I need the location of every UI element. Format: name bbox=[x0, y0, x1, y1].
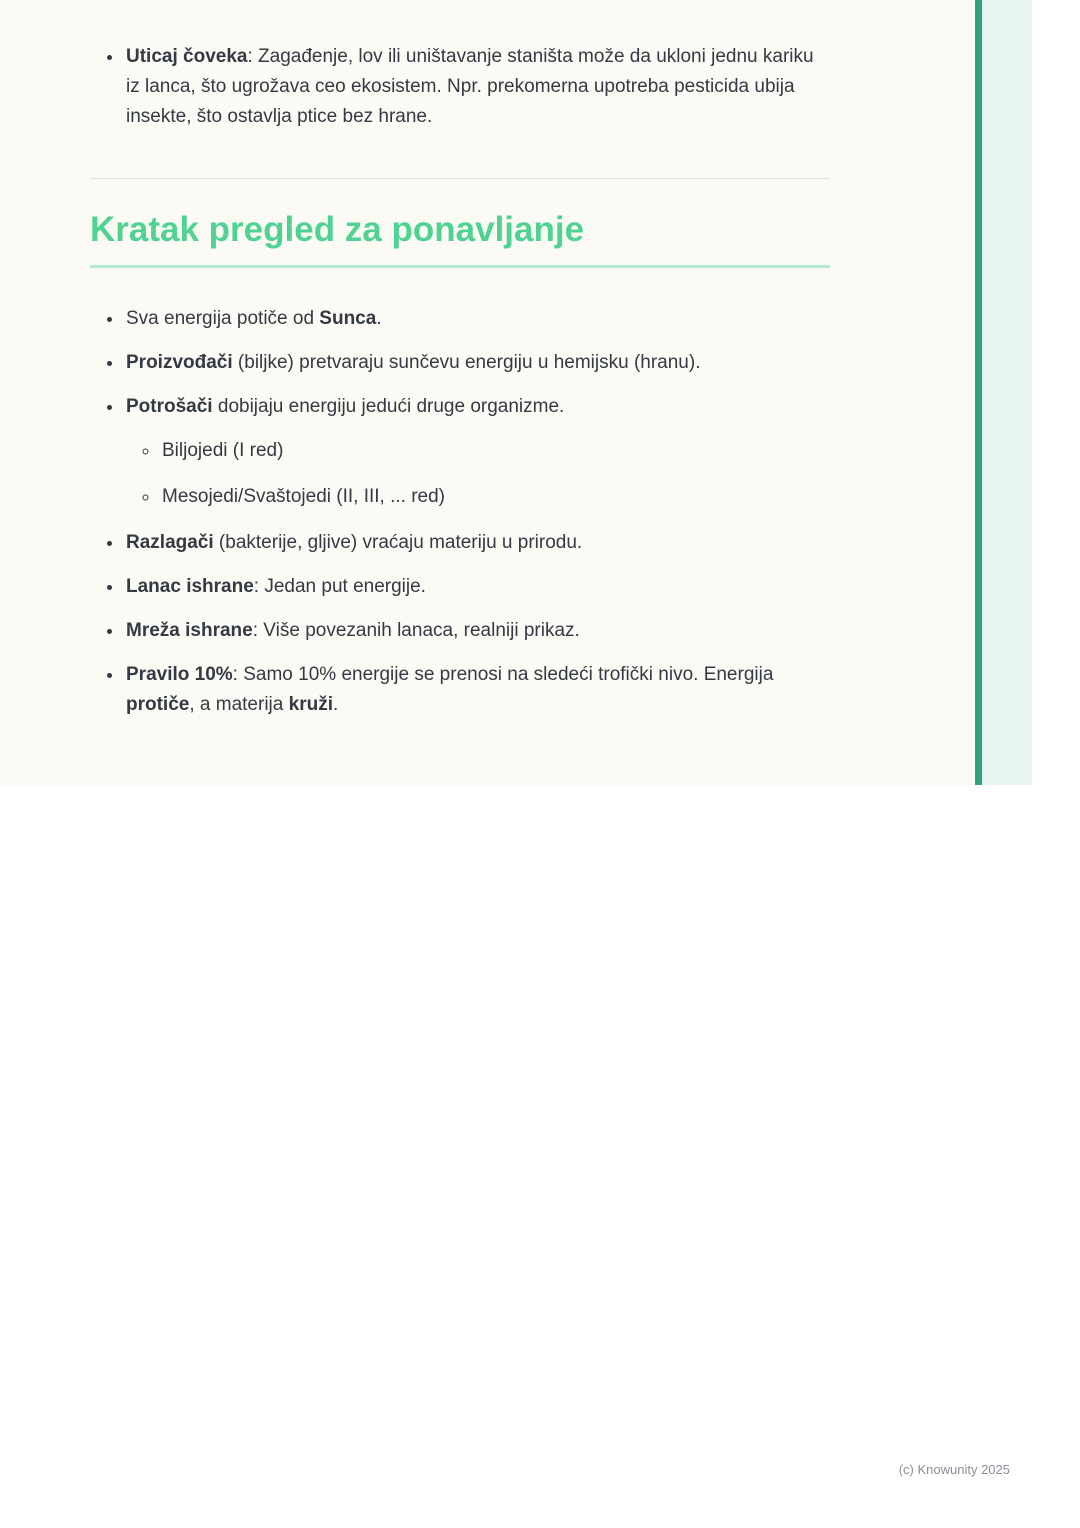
text: dobijaju energiju jedući druge organizme. bbox=[212, 396, 565, 417]
bold-text: kruži bbox=[288, 694, 333, 715]
sub-item bbox=[160, 482, 830, 512]
sub-list bbox=[126, 436, 830, 512]
section-title: Kratak pregled za ponavljanje bbox=[90, 210, 585, 249]
summary-item bbox=[124, 304, 830, 334]
summary-item bbox=[124, 660, 830, 720]
summary-item bbox=[124, 528, 830, 558]
text: Mesojedi/Svaštojedi (II, III, ... red) bbox=[162, 486, 445, 507]
text: (bakterije, gljive) vraćaju materiju u prirodu. bbox=[213, 532, 583, 553]
bold-text: Proizvođači bbox=[126, 352, 233, 373]
summary-list bbox=[90, 304, 830, 720]
summary-item bbox=[124, 572, 830, 602]
summary-item bbox=[124, 392, 830, 512]
bold-text: Potrošači bbox=[126, 396, 213, 417]
section-divider bbox=[90, 178, 830, 179]
notes-card bbox=[0, 0, 975, 785]
bold-text: Lanac ishrane bbox=[126, 576, 254, 597]
intro-bullet bbox=[124, 42, 830, 132]
text: , a materija bbox=[189, 694, 289, 715]
accent-stripe bbox=[975, 0, 982, 785]
text: . bbox=[376, 308, 382, 329]
summary-item bbox=[124, 348, 830, 378]
card-content bbox=[90, 42, 830, 720]
text: Biljojedi (I red) bbox=[162, 440, 284, 461]
bold-text: Pravilo 10% bbox=[126, 664, 233, 685]
intro-list bbox=[90, 42, 830, 132]
text: : Više povezanih lanaca, realniji prikaz. bbox=[252, 620, 580, 641]
text: . bbox=[332, 694, 339, 715]
text: : Zagađenje, lov ili uništavanje staništa može da ukloni jednu kariku iz lanca, što ugrožava ceo ekosistem. Npr. prekomerna upotreba pesticida ubija insekte, što ostavlja ptice bez hrane. bbox=[126, 46, 814, 127]
text: (biljke) pretvaraju sunčevu energiju u hemijsku (hranu). bbox=[232, 352, 701, 373]
page-right-margin bbox=[982, 0, 1032, 785]
bold-text: Razlagači bbox=[126, 532, 214, 553]
bold-text: protiče bbox=[126, 694, 190, 715]
bold-text: Sunca bbox=[319, 308, 377, 329]
text: Sva energija potiče od bbox=[126, 308, 320, 329]
text: : Jedan put energije. bbox=[253, 576, 426, 597]
bold-text: Mreža ishrane bbox=[126, 620, 253, 641]
text: : Samo 10% energije se prenosi na sledeći trofički nivo. Energija bbox=[232, 664, 774, 685]
sub-item bbox=[160, 436, 830, 466]
copyright-footer: (c) Knowunity 2025 bbox=[898, 1462, 1010, 1477]
bold-text: Uticaj čoveka bbox=[126, 46, 248, 67]
title-underline bbox=[90, 265, 830, 268]
summary-item bbox=[124, 616, 830, 646]
